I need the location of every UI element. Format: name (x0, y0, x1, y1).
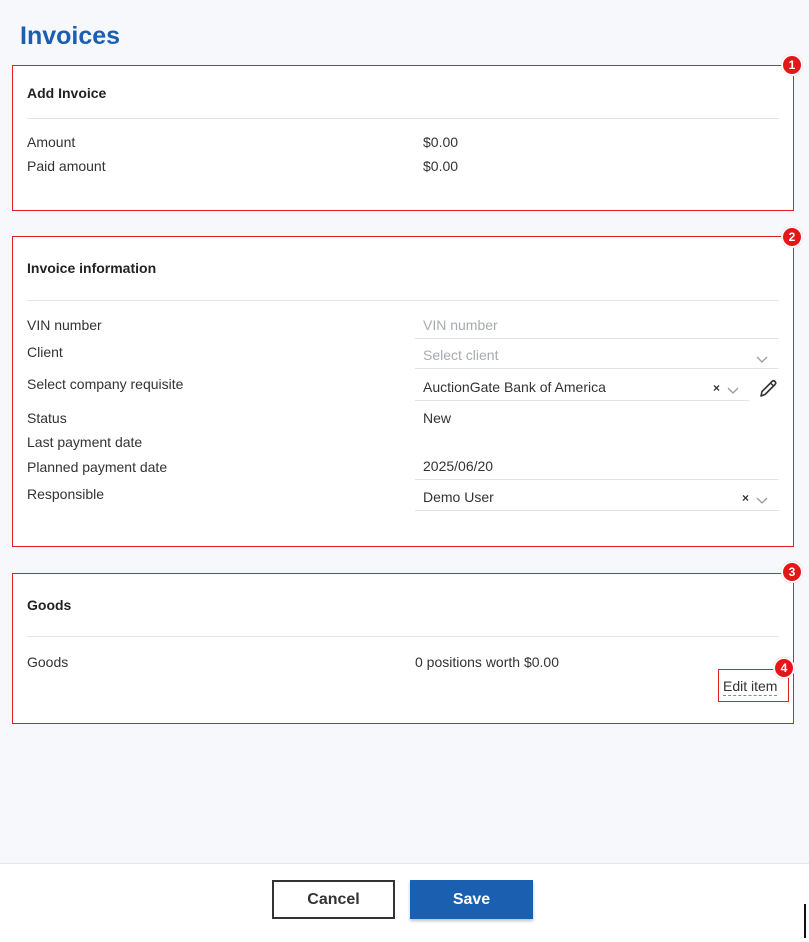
responsible-select[interactable]: Demo User (415, 484, 779, 511)
save-button[interactable]: Save (410, 880, 533, 919)
goods-summary: 0 positions worth $0.00 (415, 654, 559, 670)
amount-value: $0.00 (423, 134, 459, 150)
client-label: Client (27, 344, 63, 360)
paid-amount-value: $0.00 (423, 158, 459, 174)
page-title: Invoices (20, 22, 121, 50)
pencil-icon[interactable] (757, 378, 779, 400)
invoice-information-heading: Invoice information (27, 260, 157, 276)
chevron-down-icon[interactable] (726, 383, 740, 397)
chevron-down-icon[interactable] (755, 493, 769, 507)
paid-amount-label: Paid amount (27, 158, 106, 174)
marker-2-badge: 2 (781, 226, 803, 248)
vin-number-input[interactable]: VIN number (415, 312, 779, 339)
vin-number-label: VIN number (27, 317, 102, 333)
last-payment-date-label: Last payment date (27, 434, 143, 450)
clear-icon[interactable]: × (713, 381, 721, 395)
goods-label: Goods (27, 654, 69, 670)
status-value: New (423, 410, 452, 426)
planned-payment-date-input[interactable]: 2025/06/20 (415, 453, 779, 480)
divider (27, 300, 779, 301)
client-select[interactable]: Select client (415, 342, 779, 369)
marker-4-badge: 4 (773, 657, 795, 679)
chevron-down-icon[interactable] (755, 352, 769, 366)
responsible-label: Responsible (27, 486, 105, 502)
edit-item-link[interactable]: Edit item (723, 678, 778, 694)
marker-1-badge: 1 (781, 54, 803, 76)
clear-icon[interactable]: × (742, 491, 750, 505)
text-cursor (804, 904, 806, 938)
divider (27, 636, 779, 637)
company-requisite-label: Select company requisite (27, 376, 184, 392)
footer-bar (0, 864, 809, 942)
status-label: Status (27, 410, 67, 426)
planned-payment-date-label: Planned payment date (27, 459, 168, 475)
amount-label: Amount (27, 134, 76, 150)
goods-heading: Goods (27, 597, 72, 613)
add-invoice-heading: Add Invoice (27, 85, 107, 101)
marker-3-badge: 3 (781, 561, 803, 583)
cancel-button[interactable]: Cancel (272, 880, 395, 919)
goods-section (12, 573, 794, 724)
add-invoice-section (12, 65, 794, 211)
company-requisite-select[interactable]: AuctionGate Bank of America (415, 374, 749, 401)
invoice-information-section (12, 236, 794, 547)
divider (27, 118, 779, 119)
